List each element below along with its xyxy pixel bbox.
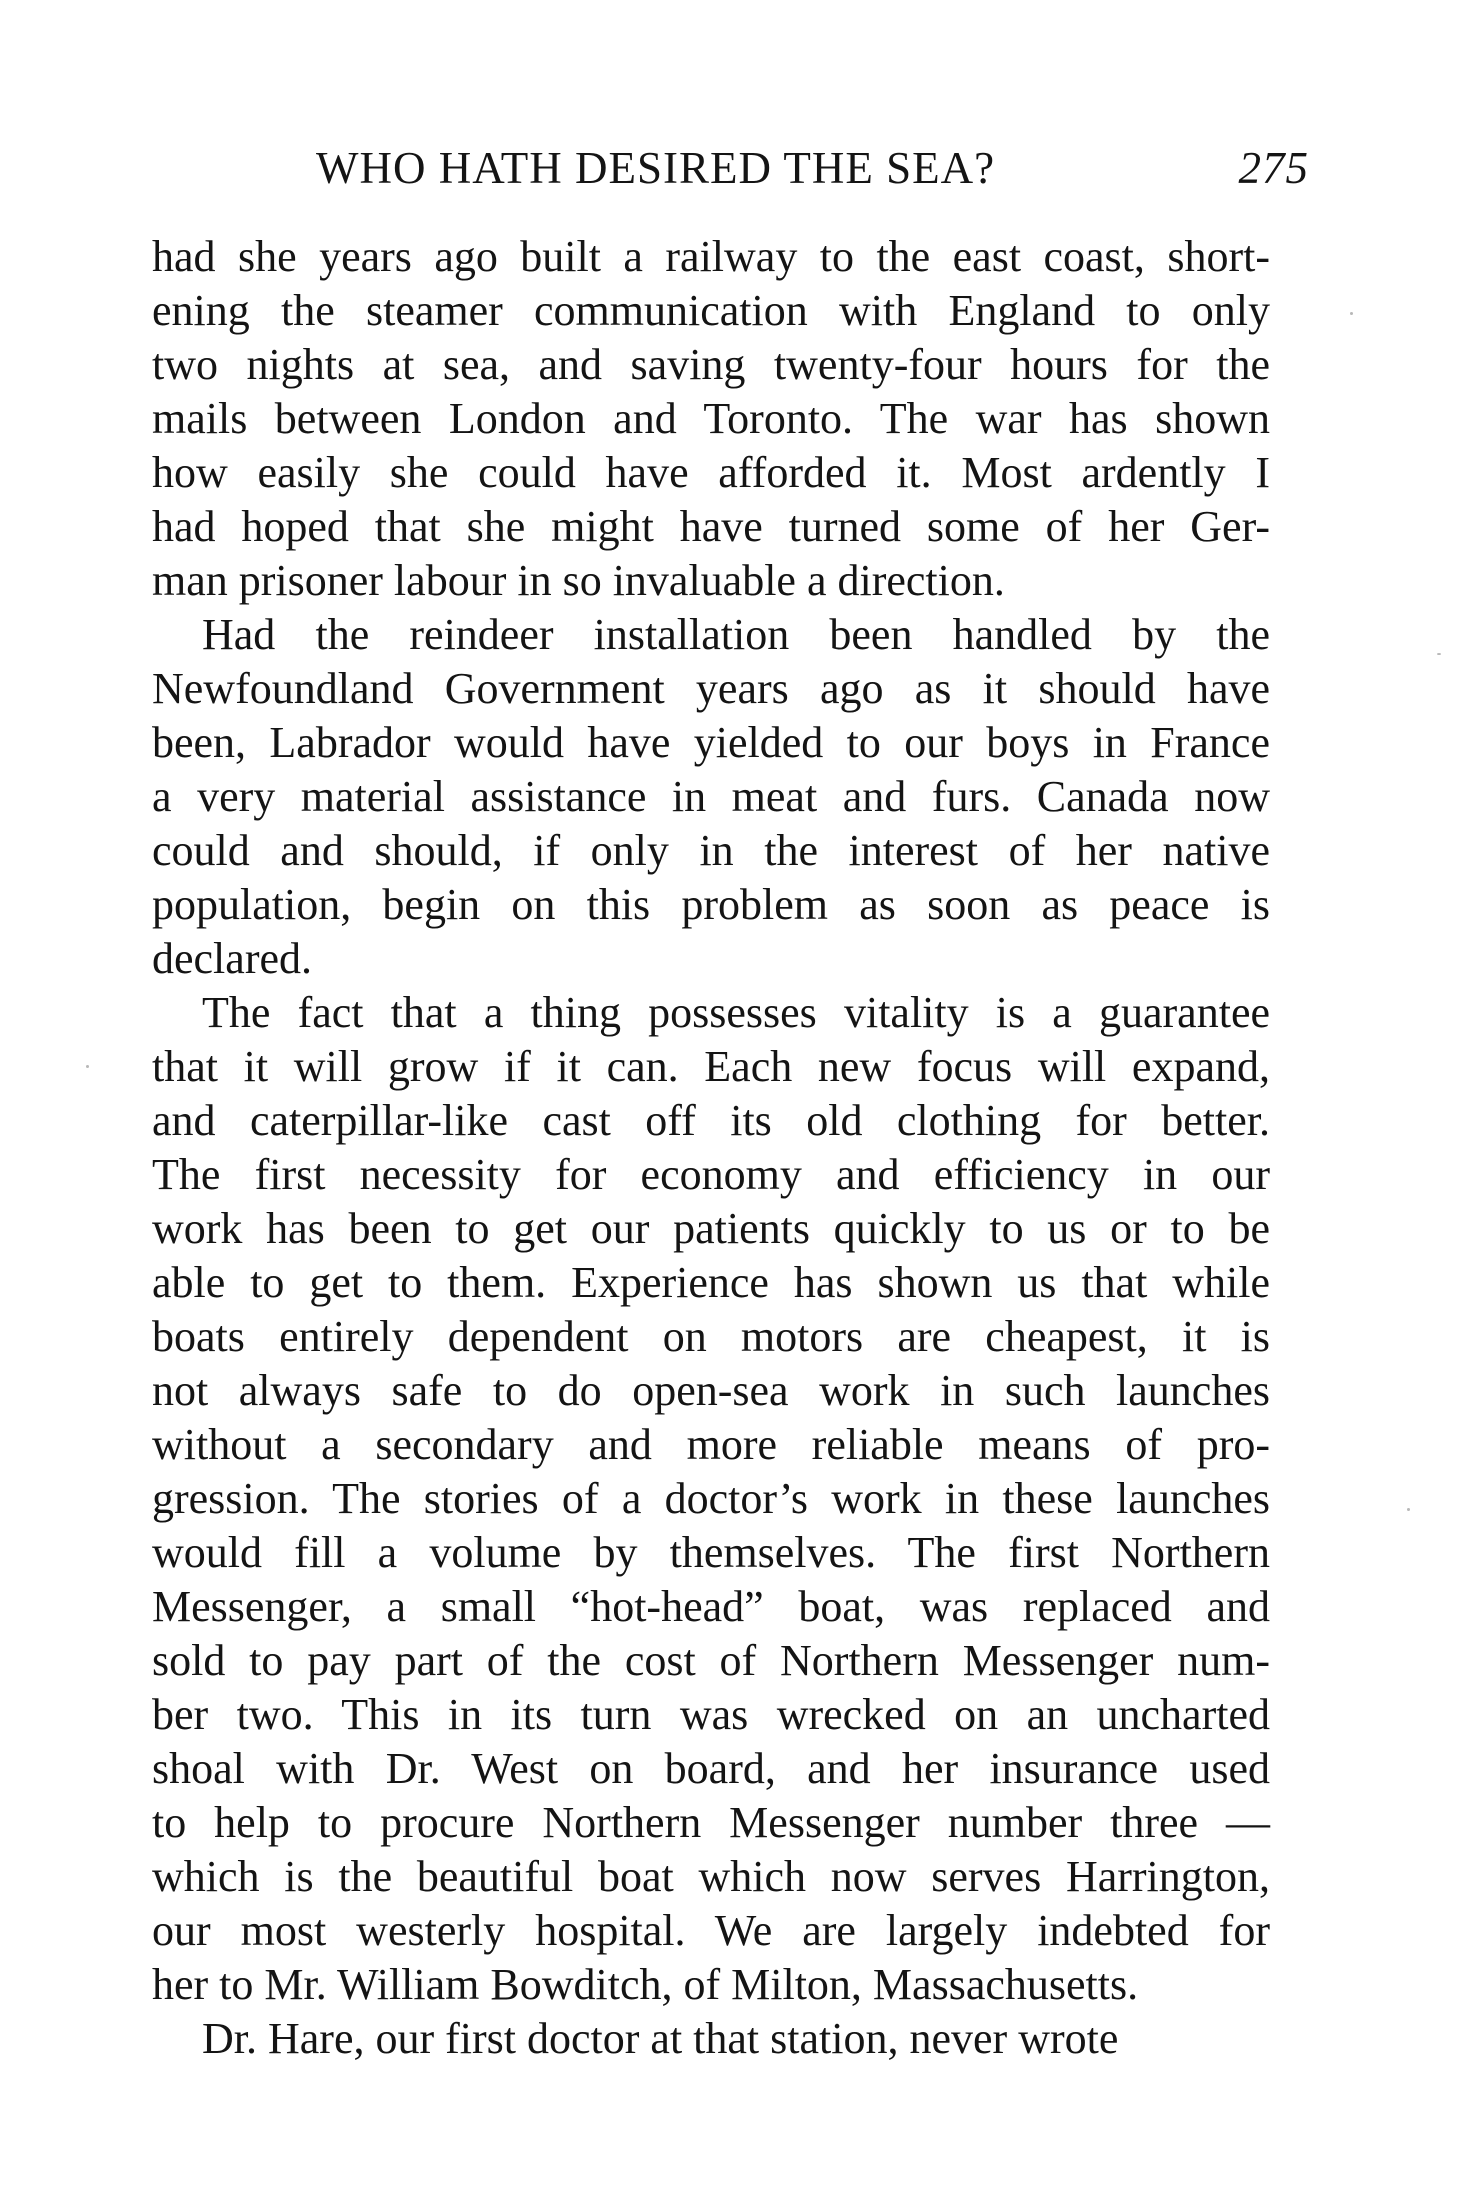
text-line: which is the beautiful boat which now serves Harrington, (152, 1852, 1270, 1901)
text-line: a very material assistance in meat and furs. Canada now (152, 772, 1270, 821)
text-line: gression. The stories of a doctor’s work in these launches (152, 1474, 1270, 1523)
text-line: The fact that a thing possesses vitality is a guarantee (202, 988, 1270, 1037)
text-line: not always safe to do open-sea work in such launches (152, 1366, 1270, 1415)
paper-speck (86, 1065, 89, 1068)
running-title: WHO HATH DESIRED THE SEA? (316, 143, 996, 193)
paragraph (152, 608, 1270, 986)
text-line: declared. (152, 934, 312, 983)
text-line: our most westerly hospital. We are largely indebted for (152, 1906, 1270, 1955)
text-line: been, Labrador would have yielded to our boys in France (152, 718, 1270, 767)
text-line: The first necessity for economy and efficiency in our (152, 1150, 1270, 1199)
running-head (316, 142, 1309, 194)
paper-speck (1350, 312, 1353, 315)
text-line: ening the steamer communication with England to only (152, 286, 1270, 335)
text-line: would fill a volume by themselves. The first Northern (152, 1528, 1270, 1577)
paragraph (152, 986, 1270, 2012)
text-line: sold to pay part of the cost of Northern Messenger num- (152, 1636, 1270, 1685)
text-line: Messenger, a small “hot-head” boat, was replaced and (152, 1582, 1270, 1631)
text-line: could and should, if only in the interest of her native (152, 826, 1270, 875)
text-line: her to Mr. William Bowditch, of Milton, Massachusetts. (152, 1960, 1139, 2009)
text-line: mails between London and Toronto. The war has shown (152, 394, 1270, 443)
text-line: work has been to get our patients quickly to us or to be (152, 1204, 1270, 1253)
text-line: Dr. Hare, our first doctor at that station, never wrote (202, 2014, 1119, 2063)
paper-speck (1407, 1508, 1410, 1511)
text-line: Had the reindeer installation been handled by the (202, 610, 1270, 659)
text-line: man prisoner labour in so invaluable a direction. (152, 556, 1005, 605)
text-line: population, begin on this problem as soon as peace is (152, 880, 1270, 929)
text-line: how easily she could have afforded it. Most ardently I (152, 448, 1270, 497)
text-line: able to get to them. Experience has shown us that while (152, 1258, 1270, 1307)
text-line: and caterpillar-like cast off its old clothing for better. (152, 1096, 1270, 1145)
text-line: without a secondary and more reliable means of pro- (152, 1420, 1270, 1469)
text-line: ber two. This in its turn was wrecked on an uncharted (152, 1690, 1270, 1739)
text-line: that it will grow if it can. Each new focus will expand, (152, 1042, 1270, 1091)
text-line: shoal with Dr. West on board, and her insurance used (152, 1744, 1270, 1793)
text-line: Newfoundland Government years ago as it should have (152, 664, 1270, 713)
paragraph (152, 230, 1270, 608)
paper-speck (1437, 653, 1441, 655)
text-line: had she years ago built a railway to the east coast, short- (152, 232, 1270, 281)
paragraph (152, 2012, 1270, 2066)
text-line: two nights at sea, and saving twenty-four hours for the (152, 340, 1270, 389)
body-text (152, 230, 1270, 2066)
text-line: boats entirely dependent on motors are cheapest, it is (152, 1312, 1270, 1361)
page-number: 275 (1238, 143, 1309, 193)
text-line: to help to procure Northern Messenger number three — (152, 1798, 1270, 1847)
text-line: had hoped that she might have turned some of her Ger- (152, 502, 1270, 551)
